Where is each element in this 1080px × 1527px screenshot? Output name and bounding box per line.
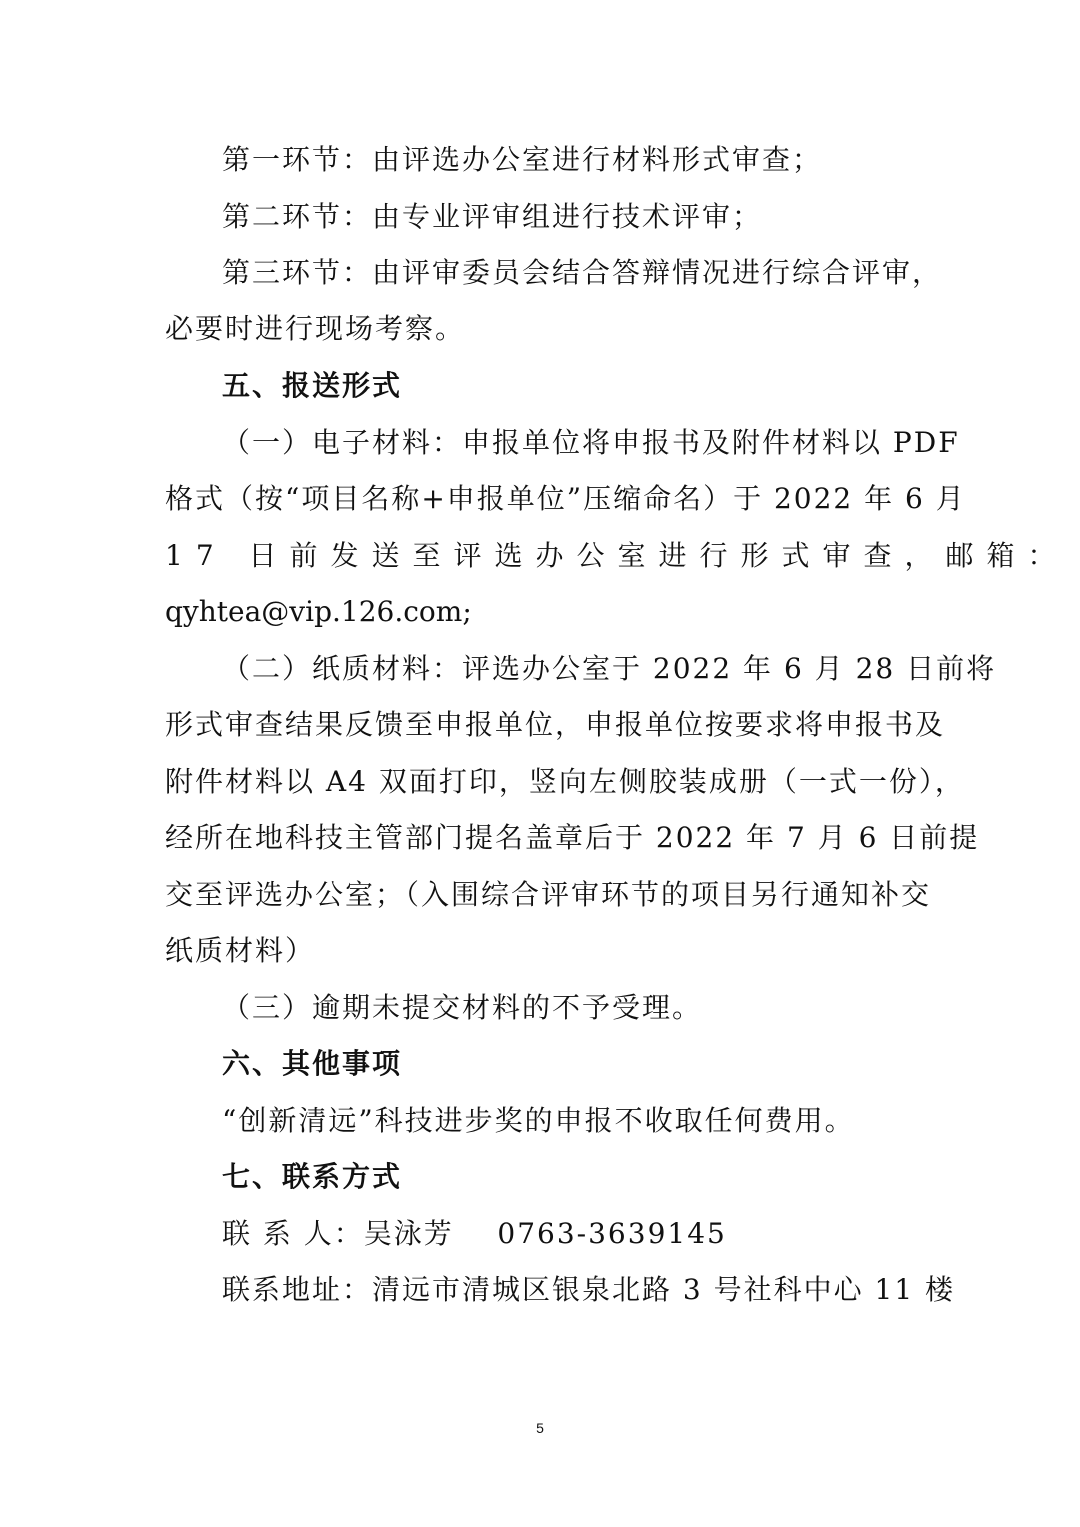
email-address: qyhtea@vip.126.com; <box>165 595 472 628</box>
paper-materials-line-3: 附件材料以 A4 双面打印，竖向左侧胶装成册（一式一份）， <box>165 765 965 798</box>
section-6-heading: 六、其他事项 <box>222 1047 403 1080</box>
review-step-3-line-1: 第三环节：由评审委员会结合答辩情况进行综合评审， <box>222 256 943 289</box>
section-5-heading: 五、报送形式 <box>222 369 403 402</box>
no-fee-note: “创新清远”科技进步奖的申报不收取任何费用。 <box>222 1104 855 1137</box>
paper-materials-line-4: 经所在地科技主管部门提名盖章后于 2022 年 7 月 6 日前提 <box>165 821 980 854</box>
page-number: 5 <box>536 1420 544 1436</box>
electronic-materials-line-3: 17 日前发送至评选办公室进行形式审查，邮箱： <box>165 539 1069 572</box>
review-step-2: 第二环节：由专业评审组进行技术评审； <box>222 200 763 233</box>
late-submission-note: （三）逾期未提交材料的不予受理。 <box>222 991 703 1024</box>
electronic-materials-line-2: 格式（按“项目名称+申报单位”压缩命名）于 2022 年 6 月 <box>165 482 966 515</box>
paper-materials-line-5: 交至评选办公室；（入围综合评审环节的项目另行通知补交 <box>165 878 932 911</box>
contact-person: 联 系 人：吴泳芳 0763-3639145 <box>222 1217 727 1250</box>
contact-address: 联系地址：清远市清城区银泉北路 3 号社科中心 11 楼 <box>222 1273 956 1306</box>
electronic-materials-line-1: （一）电子材料：申报单位将申报书及附件材料以 PDF <box>222 426 960 459</box>
paper-materials-line-1: （二）纸质材料：评选办公室于 2022 年 6 月 28 日前将 <box>222 652 997 685</box>
review-step-3-line-2: 必要时进行现场考察。 <box>165 312 466 345</box>
paper-materials-line-6: 纸质材料） <box>165 934 316 967</box>
paper-materials-line-2: 形式审查结果反馈至申报单位，申报单位按要求将申报书及 <box>165 708 946 741</box>
section-7-heading: 七、联系方式 <box>222 1160 403 1193</box>
review-step-1: 第一环节：由评选办公室进行材料形式审查； <box>222 143 823 176</box>
